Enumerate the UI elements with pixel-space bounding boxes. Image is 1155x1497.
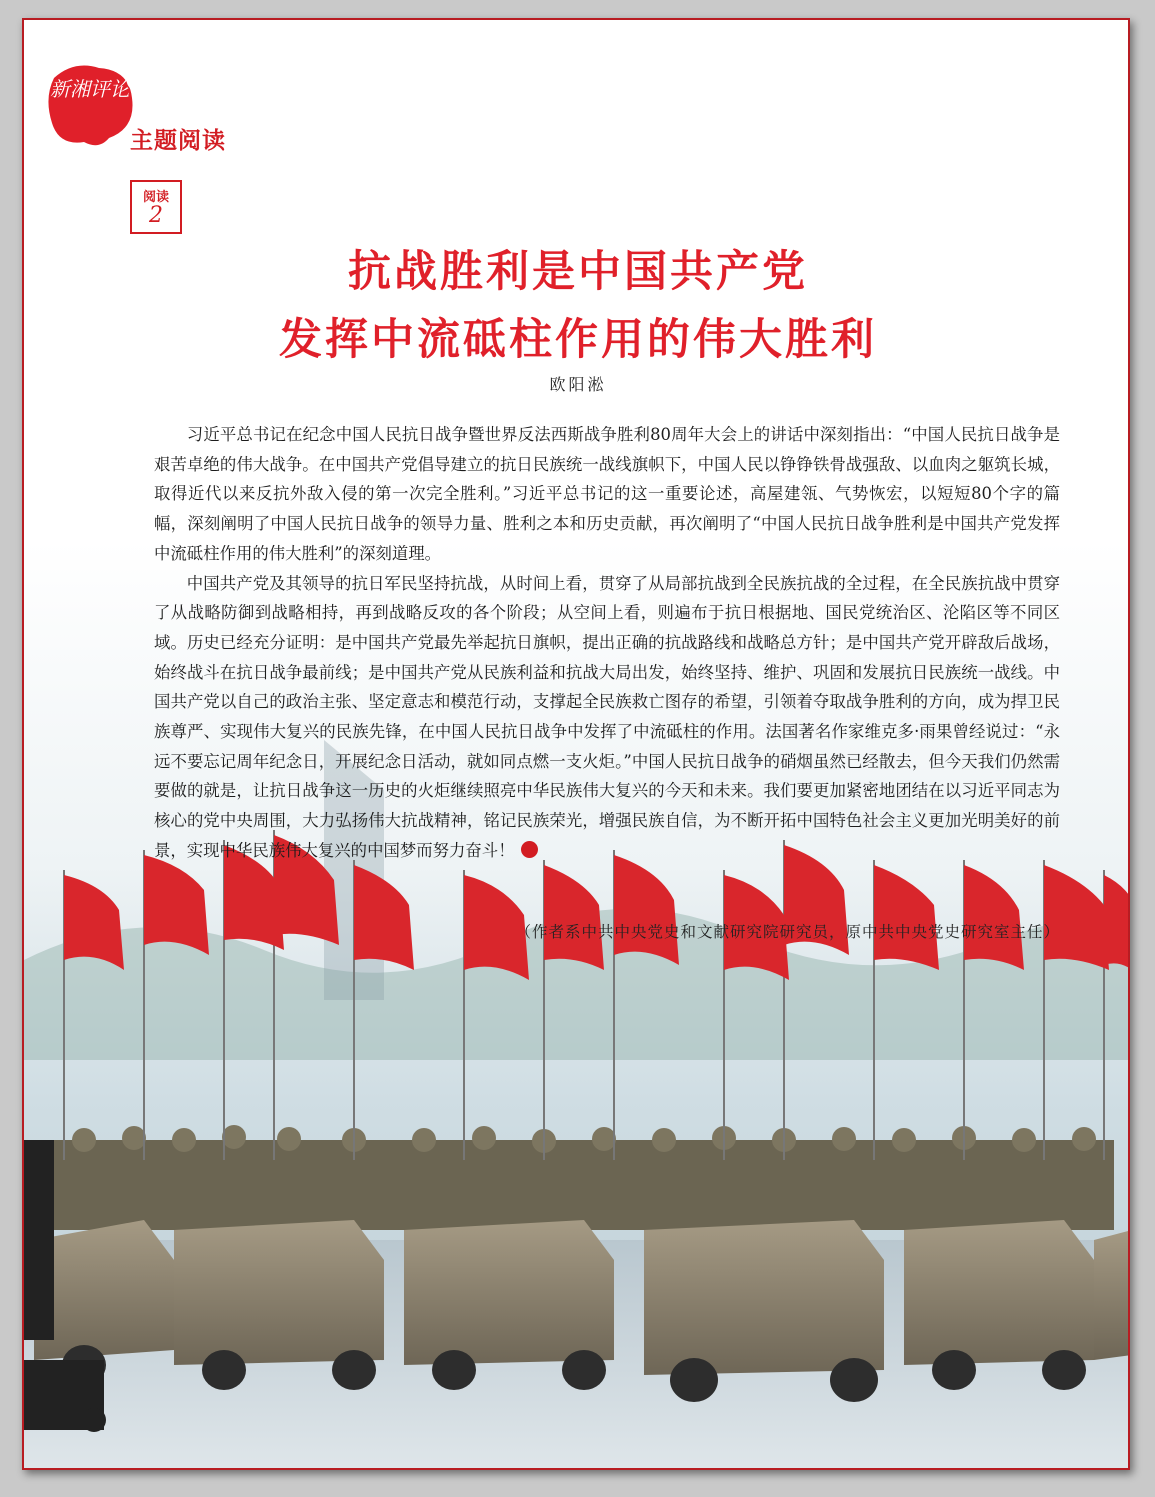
article-body — [154, 420, 1060, 866]
badge-label: 阅读 — [142, 190, 169, 205]
paragraph-2-text: 中国共产党及其领导的抗日军民坚持抗战，从时间上看，贯穿了从局部抗战到全民族抗战的全过程，在全民族抗战中贯穿了从战略防御到战略相持，再到战略反攻的各个阶段；从空间上看，则遍布于抗日根据地、国民党统治区、沦陷区等不同区域。历史已经充分证明：是中国共产党最先举起抗日旗帜，提出正确的抗战路线和战略总方针；是中国共产党开辟敌后战场，始终战斗在抗日战争最前线；是中国共产党从民族利益和抗战大局出发，始终坚持、维护、巩固和发展抗日民族统一战线。中国共产党以自己的政治主张、坚定意志和模范行动，支撑起全民族救亡图存的希望，引领着夺取战争胜利的方向，成为捍卫民族尊严、实现伟大复兴的民族先锋，在中国人民抗日战争中发挥了中流砥柱的作用。法国著名作家维克多·雨果曾经说过：“永远不要忘记周年纪念日，开展纪念日活动，就如同点燃一支火炬。”中国人民抗日战争的硝烟虽然已经散去，但今天我们仍然需要做的就是，让抗日战争这一历史的火炬继续照亮中华民族伟大复兴的今天和未来。我们要更加紧密地团结在以习近平同志为核心的党中央周围，大力弘扬伟大抗战精神，铭记民族荣光，增强民族自信，为不断开拓中国特色社会主义更加光明美好的前景，实现中华民族伟大复兴的中国梦而努力奋斗！ — [154, 573, 1060, 860]
reading-badge — [130, 180, 182, 234]
badge-number: 2 — [149, 203, 163, 228]
paragraph-2 — [154, 569, 1060, 866]
logo-text: 新湘评论 — [50, 77, 130, 101]
article-title-line1: 抗战胜利是中国共产党 — [348, 247, 808, 297]
end-mark-icon — [521, 841, 538, 858]
article-title-line2: 发挥中流砥柱作用的伟大胜利 — [279, 315, 877, 365]
article-author: 欧阳淞 — [549, 375, 607, 394]
column-label: 主题阅读 — [130, 128, 226, 154]
author-note: （作者系中共中央党史和文献研究院研究员，原中共中央党史研究室主任） — [515, 923, 1060, 941]
magazine-logo — [44, 58, 136, 150]
paragraph-1: 习近平总书记在纪念中国人民抗日战争暨世界反法西斯战争胜利80周年大会上的讲话中深刻指出：“中国人民抗日战争是艰苦卓绝的伟大战争。在中国共产党倡导建立的抗日民族统一战线旗帜下，中国人民以铮铮铁骨战强敌、以血肉之躯筑长城，取得近代以来反抗外敌入侵的第一次完全胜利。”习近平总书记的这一重要论述，高屋建瓴、气势恢宏，以短短80个字的篇幅，深刻阐明了中国人民抗日战争的领导力量、胜利之本和历史贡献，再次阐明了“中国人民抗日战争胜利是中国共产党发挥中流砥柱作用的伟大胜利”的深刻道理。 — [154, 425, 1060, 563]
magazine-page — [22, 18, 1130, 1470]
